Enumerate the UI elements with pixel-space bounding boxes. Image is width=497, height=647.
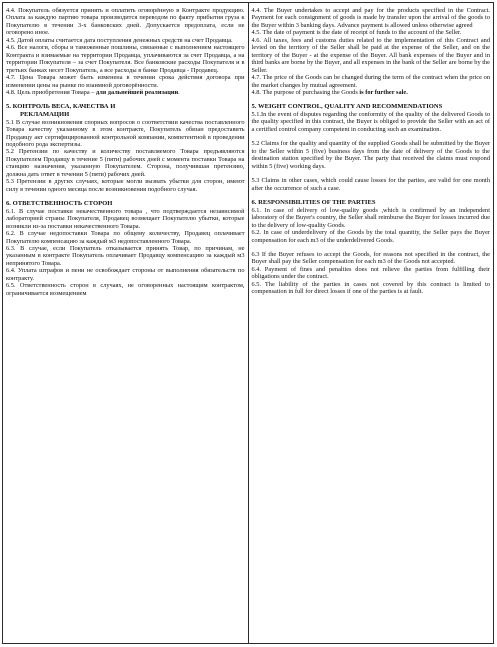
russian-column <box>3 3 249 643</box>
clause-6-2-en: 6.2. In case of underdelivery of the Goods by the total quantity, the Seller pays the Buyer compensation for each m3 of the underdelivered Goods. <box>251 229 490 244</box>
clause-5-2-en: 5.2 Claims for the quality and quantity of the supplied Goods shall be submitted by the Buyer to the Seller within 5 (five) business days from the date of delivery of the Goods to the destination station specified by the Buyer. The party that received the claims must respond within 5 (five) working days. <box>251 140 490 170</box>
section-6-heading-ru: 6. ОТВЕТСТВЕННОСТЬ СТОРОН <box>6 200 113 208</box>
clause-4-8-en-text: 4.8. The purpose of purchasing the Goods <box>251 88 360 96</box>
clause-4-6-en: 4.6. All taxes, fees and customs duties related to the implementation of this Contract and levied on the territory of the Seller shall be paid at the expense of the Seller, and on the territory of the Buyer - at the expense of the Buyer. All bank expenses of the Buyer and in third banks are borne by the Buyer, and all expenses in the bank of the Seller are borne by the Seller. <box>251 36 490 74</box>
section-5-heading-en: 5. WEIGHT CONTROL, QUALITY AND RECOMMENDATIONS <box>251 103 443 111</box>
clause-4-8-ru-bold: для дальнейшей реализации <box>96 88 179 96</box>
clause-4-4-ru: 4.4. Покупатель обязуется принять и оплатить оговорённую в Контракте продукцию. Оплата за каждую партию товара производится переводом по факту прибытия груза к Покупателю в течении 3-х банковских дней. Допускается предоплата, если не оговорено иное. <box>6 7 245 37</box>
clause-6-1-ru: 6.1. В случае поставки некачественного товара , что подтверждается независимой лабораторией страны Покупателя, Продавец возмещает Покупателю убытки, которые возникли из-за поставки некачественного Товара. <box>6 207 245 230</box>
clause-5-1-ru: 5.1 В случае возникновения спорных вопросов о соответствии качества поставленного Товара качеству указанному в этом контракте, Покупатель обязан предоставить Продавцу акт сертифицированной контрольной компании, компетентной в проведении подобного рода экспертизы. <box>6 118 245 148</box>
clause-6-4-ru: 6.4. Уплата штрафов и пени не освобождает стороны от выполнения обязательств по контракту. <box>6 267 245 282</box>
clause-6-3-ru: 6.3. В случае, если Покупатель отказывается принять Товар, по причинам, не указанным в контракте Покупатель оплачивает Продавцу компенсацию за каждый м3 непринятого Товара. <box>6 245 245 267</box>
clause-4-6-ru: 4.6. Все налоги, сборы и таможенные пошлины, связанные с выполнением настоящего Контракта и взимаемые на территории Продавца, уплачиваются за счет Продавца, а на территории Покупателя – за счет Покупателя. Все банковские расходы Покупателя и в третьих банках несет Покупатель, а все расходы в банке Продавца - Продавец. <box>6 44 245 74</box>
clause-4-7-en: 4.7. The price of the Goods can be changed during the term of the contract when the price on the market changes by mutual agreement. <box>251 74 490 89</box>
clause-4-4-en: 4.4. The Buyer undertakes to accept and pay for the products specified in the Contract. Payment for each consignment of goods is made by transfer upon the arrival of the goods to the Buyer within 3 banking days. Advance payment is allowed unless otherwise agreed <box>251 7 490 29</box>
clause-4-8-en-bold: is for further sale. <box>359 88 408 96</box>
section-5-heading-ru-line1: 5. КОНТРОЛЬ ВЕСА, КАЧЕСТВА И <box>6 103 116 111</box>
clause-4-8-en <box>252 89 491 96</box>
clause-6-4-en: 6.4. Payment of fines and penalties does not relieve the parties from fulfilling their obligations under the contract. <box>251 265 490 281</box>
clause-5-3-en: 5.3 Claims in other cases, which could cause losses for the parties, are valid for one month after the occurrence of such a case. <box>251 177 490 192</box>
clause-6-3-en: 6.3 If the Buyer refuses to accept the Goods, for reasons not specified in the contract, the Buyer shall pay the Seller compensation for each m3 of the Goods not accepted. <box>251 250 490 266</box>
clause-4-5-en: 4.5. The date of payment is the date of receipt of funds to the account of the Seller. <box>251 29 462 37</box>
clause-6-5-en: 6.5. The liability of the parties in cases not covered by this contract is limited to compensation in full for direct losses if one of the parties is at fault. <box>251 280 490 296</box>
section-5-heading-ru-line2: РЕКЛАМАЦИИ <box>20 111 70 119</box>
clause-6-2-ru: 6.2. В случае недопоставки Товара по общему количеству, Продавец оплачивает Покупателю компенсацию за каждый м3 недопоставленного Товара. <box>6 230 245 245</box>
english-column <box>249 3 494 643</box>
clause-4-5-ru: 4.5. Датой оплаты считается дата поступления денежных средств на счет Продавца. <box>6 36 233 44</box>
clause-4-8-ru <box>6 89 245 96</box>
clause-6-1-en: 6.1. In case of delivery of low-quality goods ,which is confirmed by an independent laboratory of the Buyer's country, the Seller shall reimburse the Buyer for losses incurred due to the delivery of low-quality Goods. <box>251 206 490 229</box>
section-6-heading-en: 6. RESPONSIBILITIES OF THE PARTIES <box>251 199 376 207</box>
clause-5-3-ru: 5.3 Претензии в других случаях, которые могли вызвать убытки для сторон, имеют силу в течении одного месяца после возникновения подобного случая. <box>6 178 245 193</box>
clause-5-1-en: 5.1.In the event of disputes regarding the conformity of the quality of the delivered Goods to the quality specified in this contract, the Buyer is obliged to provide the Seller with an act of a certified control company competent in conducting such an examination. <box>251 111 490 133</box>
clause-4-8-ru-text: 4.8. Цель приобретения Товара – <box>6 88 97 96</box>
clause-6-5-ru: 6.5. Ответственность сторон в случаях, не оговоренных настоящим контрактом, ограничивается возмещением <box>6 282 245 297</box>
clause-4-7-ru: 4.7. Цена Товара может быть изменена в течении срока действия договора при изменении цены на рынке по взаимной договорённости. <box>6 74 245 89</box>
contract-page <box>2 2 494 644</box>
clause-4-8-ru-end: . <box>178 88 180 96</box>
clause-5-2-ru: 5.2 Претензии по качеству и количеству поставляемого Товара предъявляются Покупателем Продавцу в течение 5 (пяти) рабочих дней с момента поставки Товара на станцию назначения, указанную Покупателем. Сторона, получившая претензию, должна дать ответ в течении 5 (пяти) рабочих дней. <box>6 148 245 178</box>
